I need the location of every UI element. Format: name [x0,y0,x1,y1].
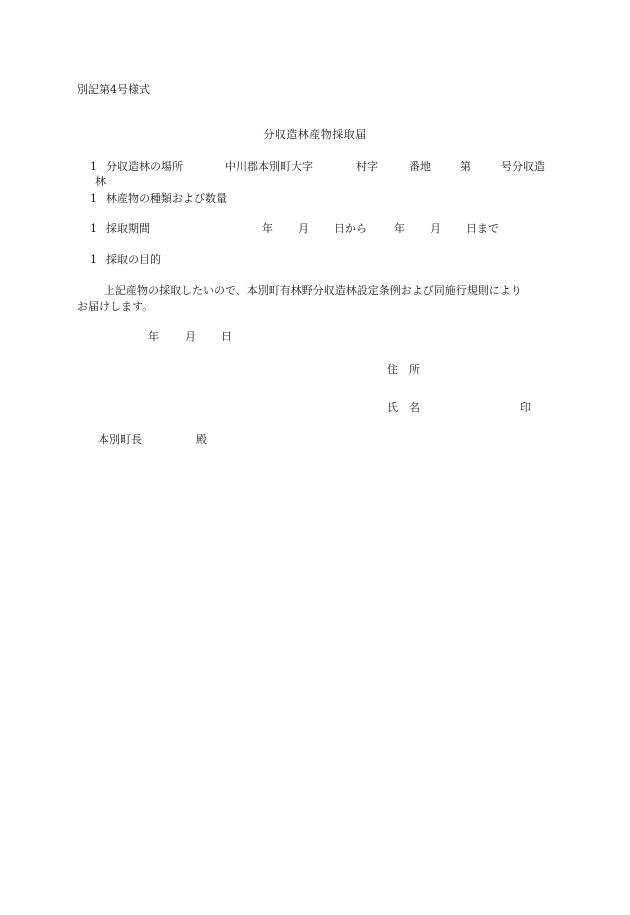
name-label: 氏 名 [387,401,420,414]
item1-label: 分収造林の場所 [106,160,183,173]
body-text-line1: 上記産物の採取したいので、本別町有林野分収造林設定条例および同施行規則により [104,284,522,297]
period-start-year: 年 [262,222,273,235]
period-start-month: 月 [298,222,309,235]
recipient-honorific: 殿 [196,433,207,446]
document-title: 分収造林産物採取届 [263,128,367,141]
item1-go: 号分収造 [501,160,545,173]
item1-dai: 第 [460,160,471,173]
body-text-line2: お届けします。 [77,300,154,313]
date-year: 年 [148,330,159,343]
item1-wrap-text: 林 [95,175,106,188]
address-label: 住 所 [387,363,420,376]
form-number-label: 別記第4号様式 [77,83,150,96]
item1-place: 中川郡本別町大字 [225,160,313,173]
period-end-day: 日まで [466,222,499,235]
seal-mark: 印 [520,401,531,414]
item4-label: 採取の目的 [106,253,161,266]
period-end-year: 年 [394,222,405,235]
date-month: 月 [185,330,196,343]
item4-number: 1 [90,253,97,266]
item1-number: 1 [90,160,97,173]
date-day: 日 [221,330,232,343]
recipient-title: 本別町長 [98,433,142,446]
period-start-day: 日から [334,222,367,235]
item1-mura: 村字 [356,160,378,173]
item3-number: 1 [90,222,97,235]
item1-banchi: 番地 [409,160,431,173]
item3-label: 採取期間 [106,222,150,235]
item2-number: 1 [90,192,97,205]
period-end-month: 月 [430,222,441,235]
item2-label: 林産物の種類および数量 [106,192,227,205]
